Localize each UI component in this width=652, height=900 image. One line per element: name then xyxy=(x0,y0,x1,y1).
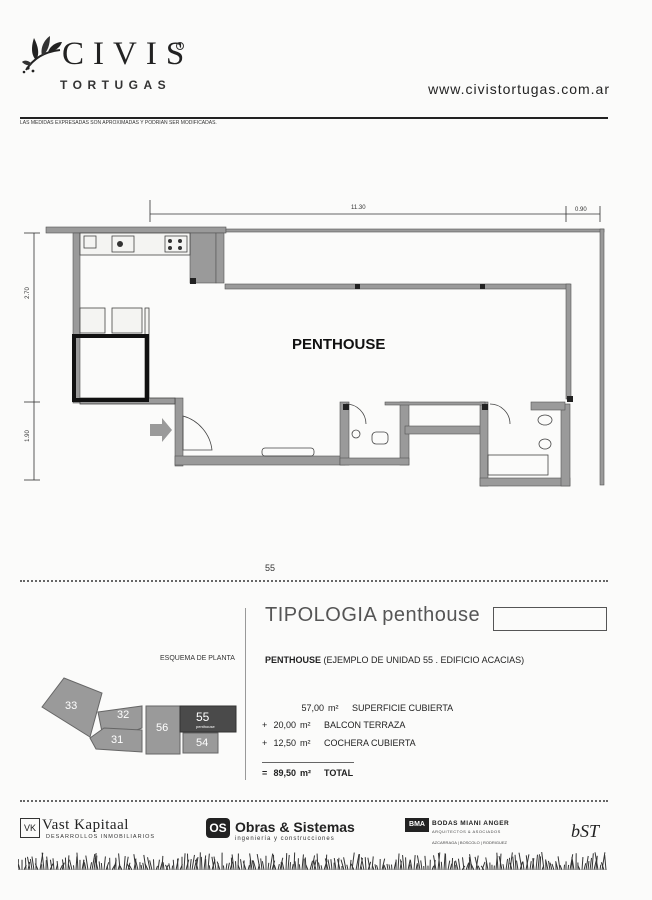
grass-blade xyxy=(516,861,518,870)
grass-blade xyxy=(540,856,541,870)
brand-logo-text: CIVIS xyxy=(62,36,194,72)
tipologia-box xyxy=(493,607,607,631)
grass-blade xyxy=(425,856,426,870)
grass-blade xyxy=(536,855,538,870)
obras-sistemas-name: Obras & Sistemas xyxy=(235,819,355,835)
grass-blade xyxy=(377,865,378,870)
total-unit: m² xyxy=(300,768,311,778)
grass-blade xyxy=(523,862,524,870)
bma-subtitle: ARQUITECTOS & ASOCIADOS xyxy=(432,829,501,834)
dim-height-top: 2.70 xyxy=(24,287,31,299)
grass-blade xyxy=(361,866,362,870)
grass-blade xyxy=(305,857,306,870)
grass-blade xyxy=(347,865,348,870)
area-prefix: + xyxy=(262,738,268,748)
grass-blade xyxy=(162,856,163,870)
grass-blade xyxy=(497,853,498,870)
grass-blade xyxy=(506,859,508,870)
grass-blade xyxy=(278,864,279,870)
unit-32-label: 32 xyxy=(117,709,130,721)
grass-decoration xyxy=(18,848,608,870)
grass-blade xyxy=(262,861,264,870)
grass-blade xyxy=(241,859,242,870)
grass-blade xyxy=(387,864,388,870)
grass-blade xyxy=(173,860,174,870)
leaf-logo-icon xyxy=(22,30,64,74)
dim-width-extra: 0.90 xyxy=(575,207,587,213)
grass-blade xyxy=(286,853,287,870)
grass-blade xyxy=(107,866,108,870)
grass-blade xyxy=(143,863,144,870)
grass-blade xyxy=(605,855,606,870)
grass-blade xyxy=(248,865,249,870)
vast-kapitaal-subtitle: DESARROLLOS INMOBILIARIOS xyxy=(46,834,156,840)
area-total-row xyxy=(262,768,353,778)
area-row xyxy=(262,738,416,748)
grass-blade xyxy=(592,853,593,870)
grass-blade xyxy=(53,858,54,870)
grass-blade xyxy=(549,861,550,870)
grass-blade xyxy=(403,855,404,870)
grass-blade xyxy=(375,864,376,870)
grass-blade xyxy=(73,865,74,870)
grass-blade xyxy=(331,859,332,870)
obras-sistemas-logo-icon: OS xyxy=(206,818,230,838)
grass-blade xyxy=(101,863,102,870)
unit-subtitle xyxy=(265,655,524,665)
grass-blade xyxy=(156,866,158,870)
area-label: SUPERFICIE CUBIERTA xyxy=(352,703,454,713)
grass-blade xyxy=(274,865,276,870)
registered-mark-icon xyxy=(176,42,184,50)
grass-blade xyxy=(454,861,455,870)
obras-sistemas-subtitle: ingeniería y construcciones xyxy=(235,836,335,842)
grass-blade xyxy=(391,865,392,870)
grass-blade xyxy=(432,866,434,870)
esquema-label: ESQUEMA DE PLANTA xyxy=(160,655,235,662)
grass-blade xyxy=(321,865,322,870)
grass-blade xyxy=(261,858,262,870)
total-prefix: = xyxy=(262,768,268,778)
area-label: BALCON TERRAZA xyxy=(324,720,406,730)
grass-blade xyxy=(372,866,374,870)
area-row xyxy=(262,720,405,730)
grass-blade xyxy=(441,862,442,870)
grass-blade xyxy=(584,863,586,870)
grass-blade xyxy=(226,863,227,870)
grass-blade xyxy=(104,856,105,870)
grass-blade xyxy=(515,855,516,870)
area-unit: m² xyxy=(300,738,311,748)
grass-blade xyxy=(84,862,86,870)
grass-blade xyxy=(223,866,224,870)
grass-blade xyxy=(144,855,146,870)
grass-blade xyxy=(124,856,125,870)
grass-blade xyxy=(209,865,210,870)
grass-blade xyxy=(294,853,295,870)
tipologia-title: TIPOLOGIA penthouse xyxy=(265,604,481,626)
grass-blade xyxy=(421,860,422,870)
grass-blade xyxy=(153,859,154,870)
grass-blade xyxy=(273,855,274,870)
area-value: 20,00 xyxy=(273,720,296,730)
grass-blade xyxy=(588,861,589,870)
unit-54-label: 54 xyxy=(196,737,209,749)
brand-subtitle: TORTUGAS xyxy=(60,78,172,92)
grass-blade xyxy=(552,864,554,870)
area-unit: m² xyxy=(300,720,311,730)
grass-blade xyxy=(184,853,185,870)
grass-blade xyxy=(231,858,232,870)
grass-blade xyxy=(582,857,583,870)
area-row xyxy=(262,703,453,713)
dim-width-main: 11.30 xyxy=(351,205,366,211)
grass-blade xyxy=(558,856,560,870)
bma-name: BODAS MIANI ANGER xyxy=(432,820,510,827)
grass-blade xyxy=(508,858,510,870)
grass-blade xyxy=(389,864,390,870)
grass-blade xyxy=(18,864,20,870)
vast-kapitaal-logo-icon: VK xyxy=(20,818,40,838)
unit-33-label: 33 xyxy=(65,700,78,712)
website-link[interactable]: www.civistortugas.com.ar xyxy=(428,81,610,97)
grass-blade xyxy=(86,856,88,870)
section-divider-top xyxy=(20,580,608,582)
grass-blade xyxy=(290,862,291,870)
grass-blade xyxy=(169,863,170,870)
grass-blade xyxy=(68,855,69,870)
grass-blade xyxy=(187,854,188,870)
grass-blade xyxy=(163,862,164,870)
unit-55-label: 55 xyxy=(196,710,210,724)
disclaimer-text: LAS MEDIDAS EXPRESADAS SON APROXIMADAS Y PODRIAN SER MODIFICADAS. xyxy=(20,120,217,126)
grass-blade xyxy=(564,865,565,870)
grass-blade xyxy=(350,860,351,870)
grass-blade xyxy=(57,861,58,870)
grass-blade xyxy=(299,864,300,870)
grass-blade xyxy=(503,864,504,870)
grass-blade xyxy=(99,861,100,870)
header-divider xyxy=(20,117,608,119)
grass-blade xyxy=(190,859,191,870)
grass-blade xyxy=(341,860,344,870)
grass-blade xyxy=(445,854,446,870)
page-number: 55 xyxy=(265,563,276,573)
area-prefix: + xyxy=(262,720,268,730)
grass-blade xyxy=(600,865,601,870)
grass-blade xyxy=(25,858,26,870)
bma-names: AZCARRAGA | BOSCOLO | RODRIGUEZ xyxy=(432,840,507,845)
total-label: TOTAL xyxy=(324,768,354,778)
grass-blade xyxy=(30,859,32,870)
grass-blade xyxy=(148,857,150,870)
grass-blade xyxy=(452,858,453,870)
unit-subtitle-rest: (EJEMPLO DE UNIDAD 55 . EDIFICIO ACACIAS) xyxy=(323,655,525,665)
grass-blade xyxy=(448,861,450,870)
area-value: 12,50 xyxy=(273,738,296,748)
area-unit: m² xyxy=(328,703,339,713)
unit-31-label: 31 xyxy=(111,734,124,746)
total-rule xyxy=(262,762,354,763)
grass-blade xyxy=(76,856,77,870)
grass-blade xyxy=(530,861,531,870)
grass-blade xyxy=(295,861,296,870)
section-divider-bottom xyxy=(20,800,608,802)
grass-blade xyxy=(302,854,303,870)
bma-logo-icon: BMA xyxy=(405,818,429,832)
grass-blade xyxy=(416,863,417,870)
grass-blade xyxy=(292,864,293,870)
grass-blade xyxy=(47,857,48,870)
grass-blade xyxy=(141,865,142,870)
grass-blade xyxy=(317,854,318,870)
unit-subtitle-bold: PENTHOUSE xyxy=(265,655,322,665)
plan-room-label: PENTHOUSE xyxy=(292,336,386,353)
section-vertical-divider xyxy=(245,608,246,780)
grass-blade xyxy=(538,854,539,870)
dim-height-bottom: 1.90 xyxy=(24,430,31,442)
grass-blade xyxy=(172,866,173,870)
grass-blade xyxy=(398,854,399,870)
grass-blade xyxy=(513,857,514,870)
grass-blade xyxy=(328,860,330,870)
unit-56-label: 56 xyxy=(156,722,169,734)
grass-blade xyxy=(410,860,412,870)
unit-55-note: penthouse xyxy=(196,724,215,729)
grass-blade xyxy=(365,857,366,870)
grass-blade xyxy=(228,863,229,870)
grass-blade xyxy=(478,866,480,870)
area-label: COCHERA CUBIERTA xyxy=(324,738,416,748)
grass-blade xyxy=(32,857,34,870)
grass-blade xyxy=(318,863,320,870)
grass-blade xyxy=(77,853,78,870)
vast-kapitaal-name: Vast Kapitaal xyxy=(42,817,129,833)
grass-blade xyxy=(158,860,159,870)
grass-blade xyxy=(444,853,445,870)
grass-blade xyxy=(42,853,44,870)
grass-blade xyxy=(90,862,92,870)
grass-blade xyxy=(288,855,289,870)
grass-blade xyxy=(65,858,66,870)
grass-blade xyxy=(590,858,592,870)
grass-blade xyxy=(268,863,269,870)
bst-logo: bST xyxy=(571,821,600,841)
total-value: 89,50 xyxy=(273,768,296,778)
grass-blade xyxy=(458,859,460,870)
grass-blade xyxy=(201,857,202,870)
grass-blade xyxy=(450,864,452,870)
area-value: 57,00 xyxy=(301,703,324,713)
grass-blade xyxy=(414,855,415,870)
grass-blade xyxy=(126,857,128,870)
grass-blade xyxy=(568,865,569,870)
